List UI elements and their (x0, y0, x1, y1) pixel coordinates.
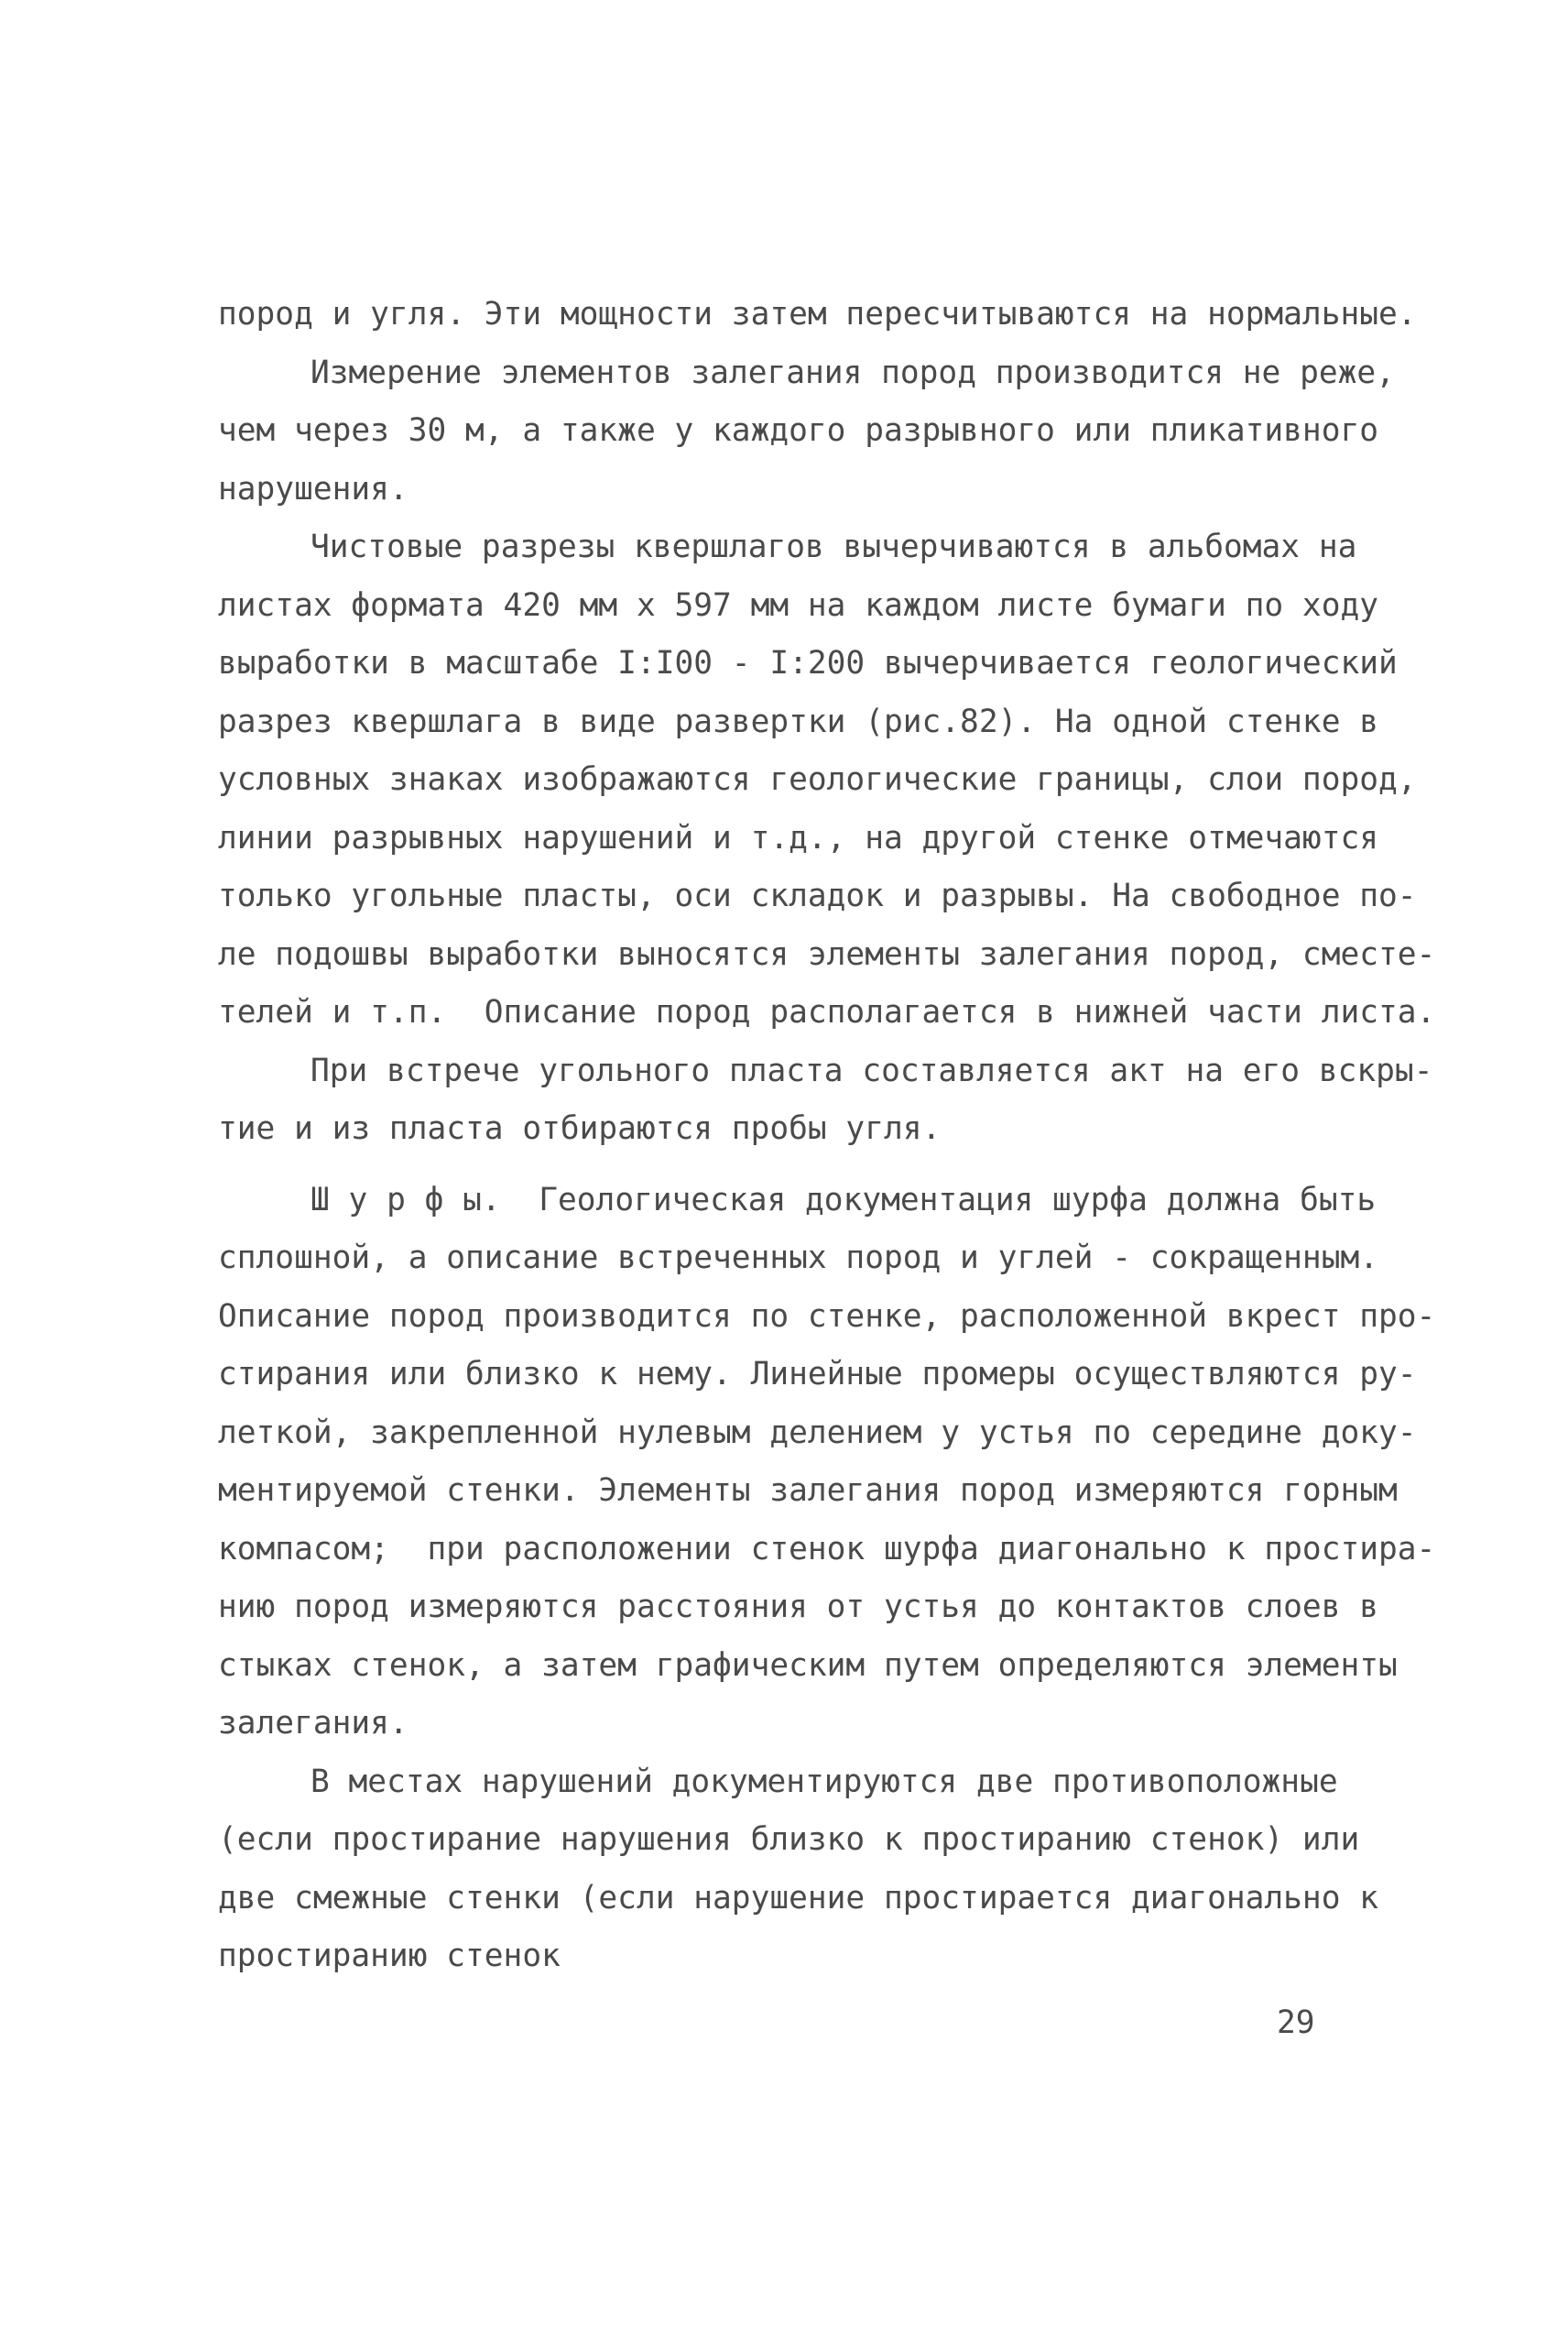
section-heading-line: Ш у р ф ы. Геологическая документация шурфа должна быть (310, 1181, 1377, 1218)
text-line: леткой, закрепленной нулевым делением у устья по середине доку- (218, 1414, 1417, 1451)
body-text (218, 286, 1436, 1986)
text-line: простиранию стенок (218, 1938, 561, 1974)
text-line: две смежные стенки (если нарушение простирается диагонально к (218, 1879, 1379, 1916)
text-line: Чистовые разрезы квершлагов вычерчиваются в альбомах на (310, 529, 1357, 565)
text-line: чем через 30 м, а также у каждого разрывного или пликативного (218, 412, 1379, 449)
text-line: пород и угля. Эти мощности затем пересчитываются на нормальные. (218, 296, 1417, 333)
text-line: стыках стенок, а затем графическим путем определяются элементы (218, 1646, 1398, 1684)
text-line: тие и из пласта отбираются пробы угля. (218, 1110, 942, 1147)
text-line: ле подошвы выработки выносятся элементы залегания пород, сместе- (218, 935, 1436, 973)
text-line: В местах нарушений документируются две противоположные (310, 1763, 1338, 1800)
text-line: Измерение элементов залегания пород производится не реже, (310, 354, 1395, 391)
text-line: нарушения. (218, 470, 408, 508)
text-line: При встрече угольного пласта составляется акт на его вскры- (310, 1052, 1433, 1089)
text-line: (если простирание нарушения близко к простиранию стенок) или (218, 1821, 1360, 1858)
text-line: залегания. (218, 1705, 408, 1742)
text-line: листах формата 420 мм х 597 мм на каждом листе бумаги по ходу (218, 586, 1379, 624)
text-line: линии разрывных нарушений и т.д., на другой стенке отмечаются (218, 819, 1379, 857)
text-line: нию пород измеряются расстояния от устья до контактов слоев в (218, 1589, 1379, 1625)
text-line: сплошной, а описание встреченных пород и углей - сокращенным. (218, 1239, 1379, 1276)
text-line: ментируемой стенки. Элементы залегания пород измеряются горным (218, 1472, 1398, 1509)
text-line: условных знаках изображаются геологические границы, слои пород, (218, 761, 1417, 798)
text-line: стирания или близко к нему. Линейные промеры осуществляются ру- (218, 1356, 1417, 1392)
text-line: компасом; при расположении стенок шурфа диагонально к простира- (218, 1530, 1436, 1567)
text-line: телей и т.п. Описание пород располагается в нижней части листа. (218, 994, 1436, 1031)
text-line: только угольные пласты, оси складок и разрывы. На свободное по- (218, 878, 1417, 914)
text-line: выработки в масштабе I:I00 - I:200 вычерчивается геологический (218, 645, 1398, 682)
text-line: Описание пород производится по стенке, расположенной вкрест про- (218, 1297, 1436, 1335)
text-line: разрез квершлага в виде развертки (рис.82). На одной стенке в (218, 703, 1379, 740)
page-number: 29 (1277, 2004, 1315, 2041)
